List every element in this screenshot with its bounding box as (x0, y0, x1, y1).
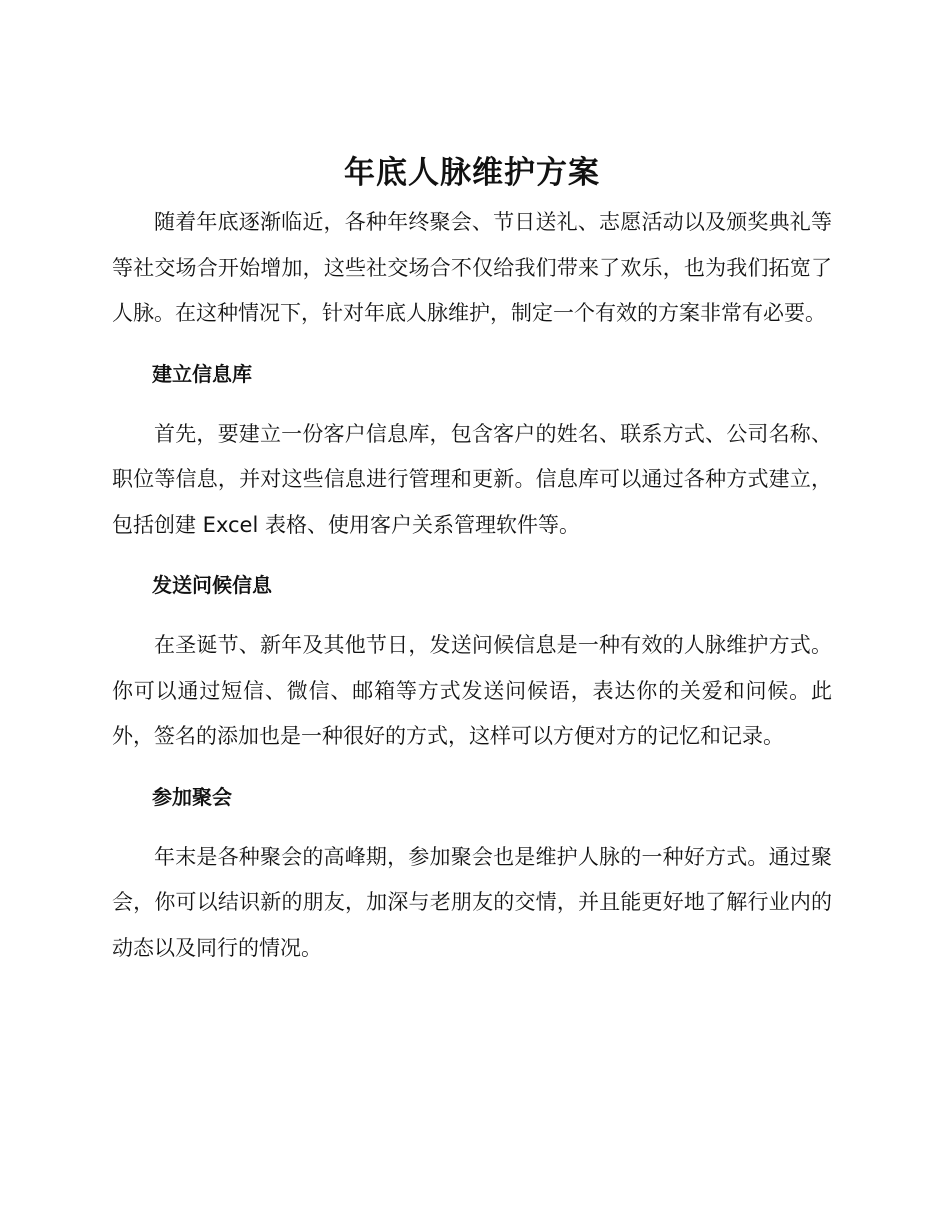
intro-paragraph: 随着年底逐渐临近，各种年终聚会、节日送礼、志愿活动以及颁奖典礼等等社交场合开始增加，这些社交场合不仅给我们带来了欢乐，也为我们拓宽了人脉。在这种情况下，针对年底人脉维护，制定一个有效的方案非常有必要。 (112, 210, 832, 325)
section-heading-send-greetings: 发送问候信息 (152, 573, 272, 597)
document-title: 年底人脉维护方案 (344, 155, 600, 191)
section-heading-attend-gatherings: 参加聚会 (152, 784, 232, 809)
section-body-attend-gatherings: 年末是各种聚会的高峰期，参加聚会也是维护人脉的一种好方式。通过聚会，你可以结识新的朋友，加深与老朋友的交情，并且能更好地了解行业内的动态以及同行的情况。 (112, 844, 832, 960)
section-body-send-greetings: 在圣诞节、新年及其他节日，发送问候信息是一种有效的人脉维护方式。你可以通过短信、微信、邮箱等方式发送问候语，表达你的关爱和问候。此外，签名的添加也是一种很好的方式，这样可以方便对方的记忆和记录。 (112, 633, 832, 748)
section-body-info-database: 首先，要建立一份客户信息库，包含客户的姓名、联系方式、公司名称、职位等信息，并对这些信息进行管理和更新。信息库可以通过各种方式建立，包括创建 Excel 表格、使用客户关系管理软件等。 (112, 421, 832, 537)
section-heading-info-database: 建立信息库 (152, 361, 252, 386)
document-content (112, 146, 832, 986)
